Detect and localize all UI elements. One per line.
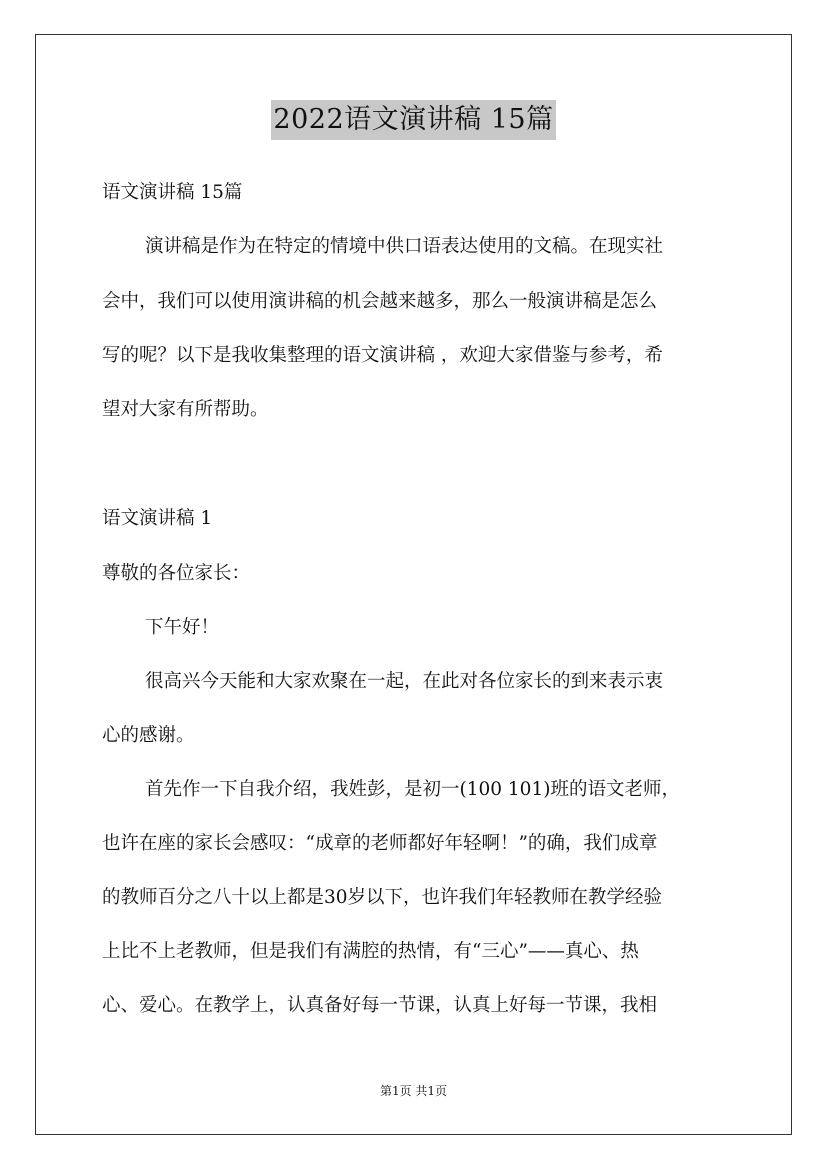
subtitle: 语文演讲稿 15篇 bbox=[102, 182, 243, 203]
document-title: 2022语文演讲稿 15篇 bbox=[271, 100, 555, 140]
para1-line-1: 很高兴今天能和大家欢聚在一起，在此对各位家长的到来表示衷 bbox=[145, 671, 664, 692]
para2-line-4: 上比不上老教师，但是我们有满腔的热情，有“三心”——真心、热 bbox=[102, 941, 639, 962]
para1-line-2: 心的感谢。 bbox=[102, 725, 195, 746]
greeting: 下午好！ bbox=[145, 617, 220, 638]
intro-line-1: 演讲稿是作为在特定的情境中供口语表达使用的文稿。在现实社 bbox=[145, 236, 664, 257]
section-heading: 语文演讲稿 1 bbox=[102, 508, 213, 529]
para2-line-1: 首先作一下自我介绍，我姓彭，是初一(100 101)班的语文老师， bbox=[145, 779, 680, 800]
title-container bbox=[0, 100, 827, 140]
para2-line-2: 也许在座的家长会感叹：“成章的老师都好年轻啊！”的确，我们成章 bbox=[102, 833, 658, 854]
intro-line-2: 会中，我们可以使用演讲稿的机会越来越多，那么一般演讲稿是怎么 bbox=[102, 291, 658, 312]
salutation: 尊敬的各位家长： bbox=[102, 563, 251, 584]
intro-line-3: 写的呢？以下是我收集整理的语文演讲稿 ，欢迎大家借鉴与参考，希 bbox=[102, 345, 663, 366]
intro-line-4: 望对大家有所帮助。 bbox=[102, 399, 269, 420]
page-number-footer: 第1页 共1页 bbox=[379, 1084, 448, 1098]
para2-line-3: 的教师百分之八十以上都是30岁以下，也许我们年轻教师在教学经验 bbox=[102, 887, 663, 908]
para2-line-5: 心、爱心。在教学上，认真备好每一节课，认真上好每一节课，我相 bbox=[102, 995, 658, 1016]
